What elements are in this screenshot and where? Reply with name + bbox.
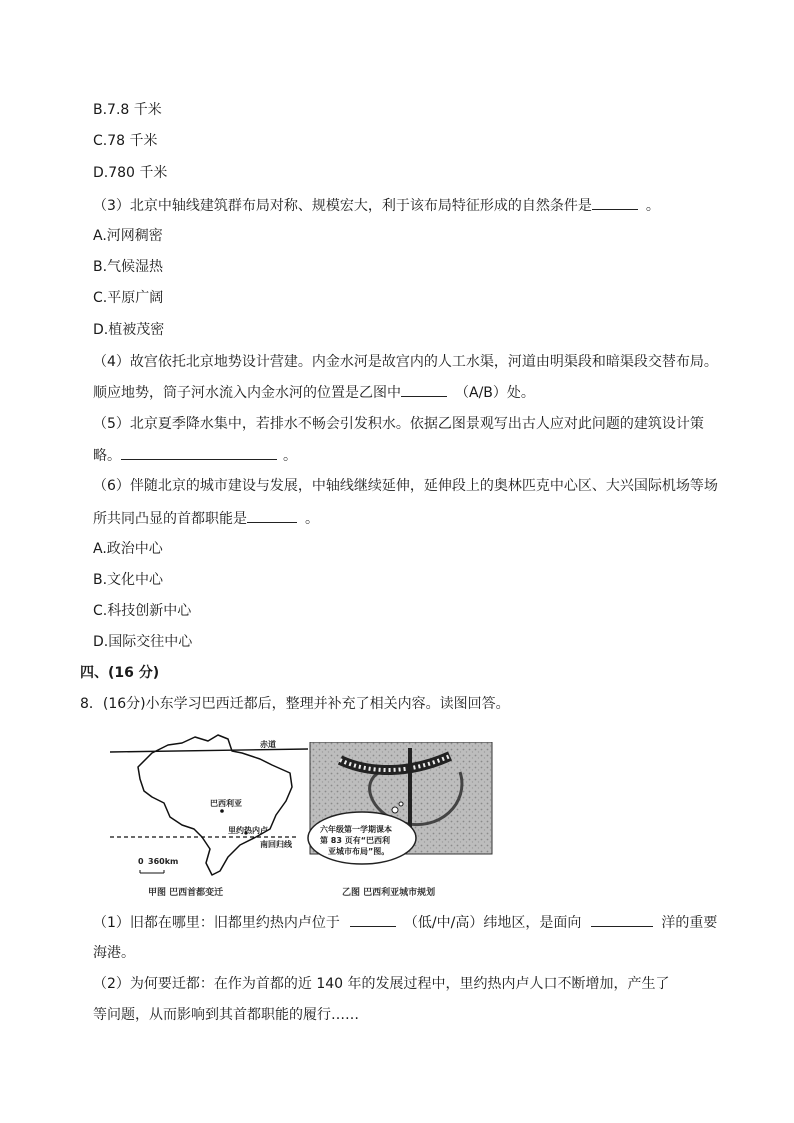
- question-4-text: 顺应地势，筒子河水流入内金水河的位置是乙图中: [93, 385, 401, 401]
- question-6-end: 。: [305, 511, 319, 527]
- q6-option-d: D.国际交往中心: [93, 634, 193, 650]
- question-8: 8．(16分)小东学习巴西迁都后，整理并补充了相关内容。读图回答。: [80, 696, 510, 712]
- q8-1-text: （1）旧都在哪里：旧都里约热内卢位于: [93, 915, 340, 931]
- q8-1-mid: （低/中/高）纬地区，是面向: [403, 915, 582, 931]
- brazil-map: [110, 725, 310, 900]
- q3-option-d: D.植被茂密: [93, 322, 165, 338]
- question-3-end: 。: [645, 198, 660, 214]
- question-4-line1: （4）故宫依托北京地势设计营建。内金水河是故宫内的人工水渠，河道由明渠段和暗渠段交替布局。: [93, 354, 718, 370]
- q3-option-b: B.气候湿热: [93, 259, 164, 275]
- question-8-2-line1: （2）为何要迁都：在作为首都的近 140 年的发展过程中，里约热内卢人口不断增加，产生了: [93, 976, 670, 992]
- answer-blank[interactable]: [350, 912, 396, 927]
- q3-option-c: C.平原广阔: [93, 290, 164, 306]
- question-6-line2: [93, 508, 319, 529]
- option-d: D.780 千米: [93, 165, 168, 181]
- question-4-line2: [93, 382, 535, 403]
- option-b: B.7.8 千米: [93, 102, 162, 118]
- figure-yi-caption: 乙图 巴西利亚城市规划: [342, 888, 436, 898]
- answer-blank[interactable]: [591, 912, 653, 927]
- q3-option-a: A.河网稠密: [93, 228, 163, 244]
- q6-option-b: B.文化中心: [93, 572, 164, 588]
- question-5-end: 。: [283, 448, 297, 464]
- question-6-line1: （6）伴随北京的城市建设与发展，中轴线继续延伸，延伸段上的奥林匹克中心区、大兴国际机场等场: [93, 478, 718, 494]
- question-5-line1: （5）北京夏季降水集中，若排水不畅会引发积水。依据乙图景观写出古人应对此问题的建筑设计策: [93, 416, 704, 432]
- bubble-line-2: 第 83 页有“巴西利: [320, 836, 390, 845]
- figure-jia: [110, 725, 310, 900]
- question-4-end: （A/B）处。: [455, 385, 535, 401]
- equator-label: 赤道: [260, 740, 276, 749]
- q6-option-a: A.政治中心: [93, 541, 163, 557]
- bubble-line-3: 亚城市布局”图。: [328, 847, 390, 856]
- answer-blank[interactable]: [247, 508, 297, 523]
- tropic-label: 南回归线: [260, 840, 292, 849]
- option-c: C.78 千米: [93, 133, 158, 149]
- answer-blank[interactable]: [592, 195, 638, 210]
- brasilia-plan-photo: [300, 742, 500, 900]
- scale-zero: 0: [138, 857, 144, 866]
- brasilia-label: 巴西利亚: [210, 799, 242, 808]
- question-5-line2: [93, 445, 297, 466]
- scale-km: 360km: [148, 857, 179, 866]
- figure-jia-caption: 甲图 巴西首都变迁: [148, 888, 224, 898]
- question-8-1-line2: 海港。: [93, 945, 135, 961]
- q8-1-end: 洋的重要: [661, 915, 718, 931]
- q6-option-c: C.科技创新中心: [93, 603, 192, 619]
- bubble-line-1: 六年级第一学期课本: [320, 825, 392, 834]
- rio-label: 里约热内卢: [228, 826, 268, 835]
- question-8-1-line1: [93, 912, 717, 933]
- answer-blank[interactable]: [401, 382, 447, 397]
- question-6-text: 所共同凸显的首都职能是: [93, 511, 247, 527]
- answer-blank[interactable]: [121, 445, 277, 460]
- question-3: [93, 195, 660, 216]
- question-5-text: 略。: [93, 448, 121, 464]
- figure-yi: [300, 742, 500, 900]
- section-heading: 四、(16 分): [80, 665, 160, 681]
- question-8-2-line2: 等问题，从而影响到其首都职能的履行……: [93, 1007, 359, 1023]
- question-3-text: （3）北京中轴线建筑群布局对称、规模宏大，利于该布局特征形成的自然条件是: [93, 198, 592, 214]
